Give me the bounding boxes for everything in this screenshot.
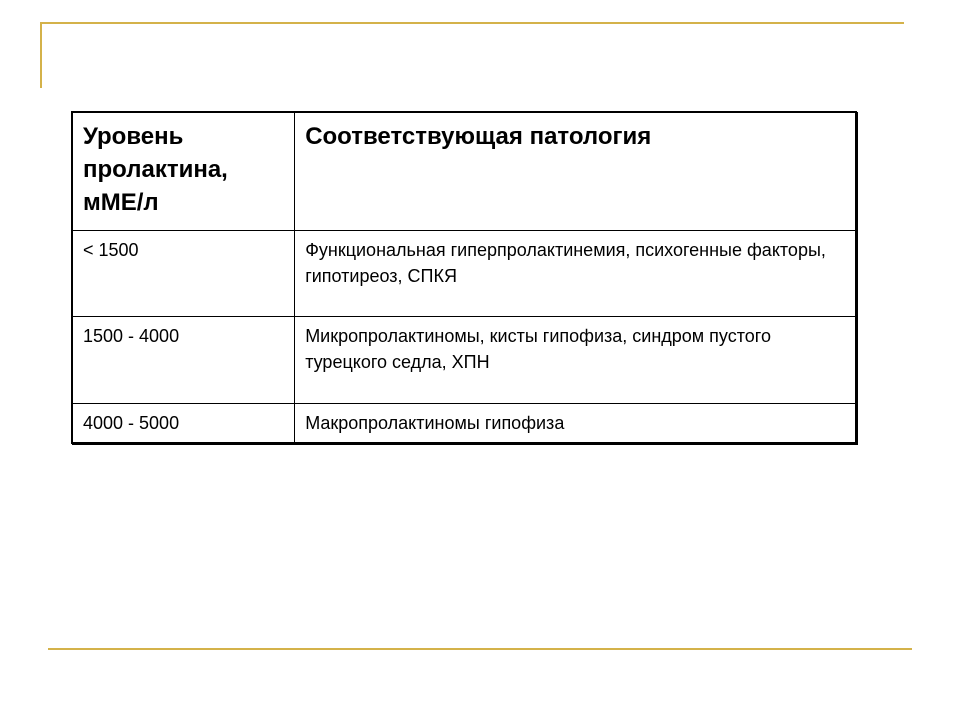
cell-level: 1500 - 4000 (72, 316, 295, 403)
table-row (72, 230, 856, 316)
header-prolactin-level: Уровень пролактина, мМЕ/л (72, 112, 295, 230)
bottom-decorative-line (48, 648, 912, 650)
cell-level: < 1500 (72, 230, 295, 316)
table-row (72, 316, 856, 403)
cell-level: 4000 - 5000 (72, 403, 295, 443)
table-row (72, 403, 856, 443)
cell-pathology: Функциональная гиперпролактинемия, психогенные факторы, гипотиреоз, СПКЯ (295, 230, 856, 316)
header-pathology: Соответствующая патология (295, 112, 856, 230)
cell-pathology: Микропролактиномы, кисты гипофиза, синдром пустого турецкого седла, ХПН (295, 316, 856, 403)
left-decorative-line (40, 22, 42, 88)
prolactin-table (71, 111, 857, 444)
table-header-row (72, 112, 856, 230)
top-decorative-line (40, 22, 904, 24)
cell-pathology: Макропролактиномы гипофиза (295, 403, 856, 443)
